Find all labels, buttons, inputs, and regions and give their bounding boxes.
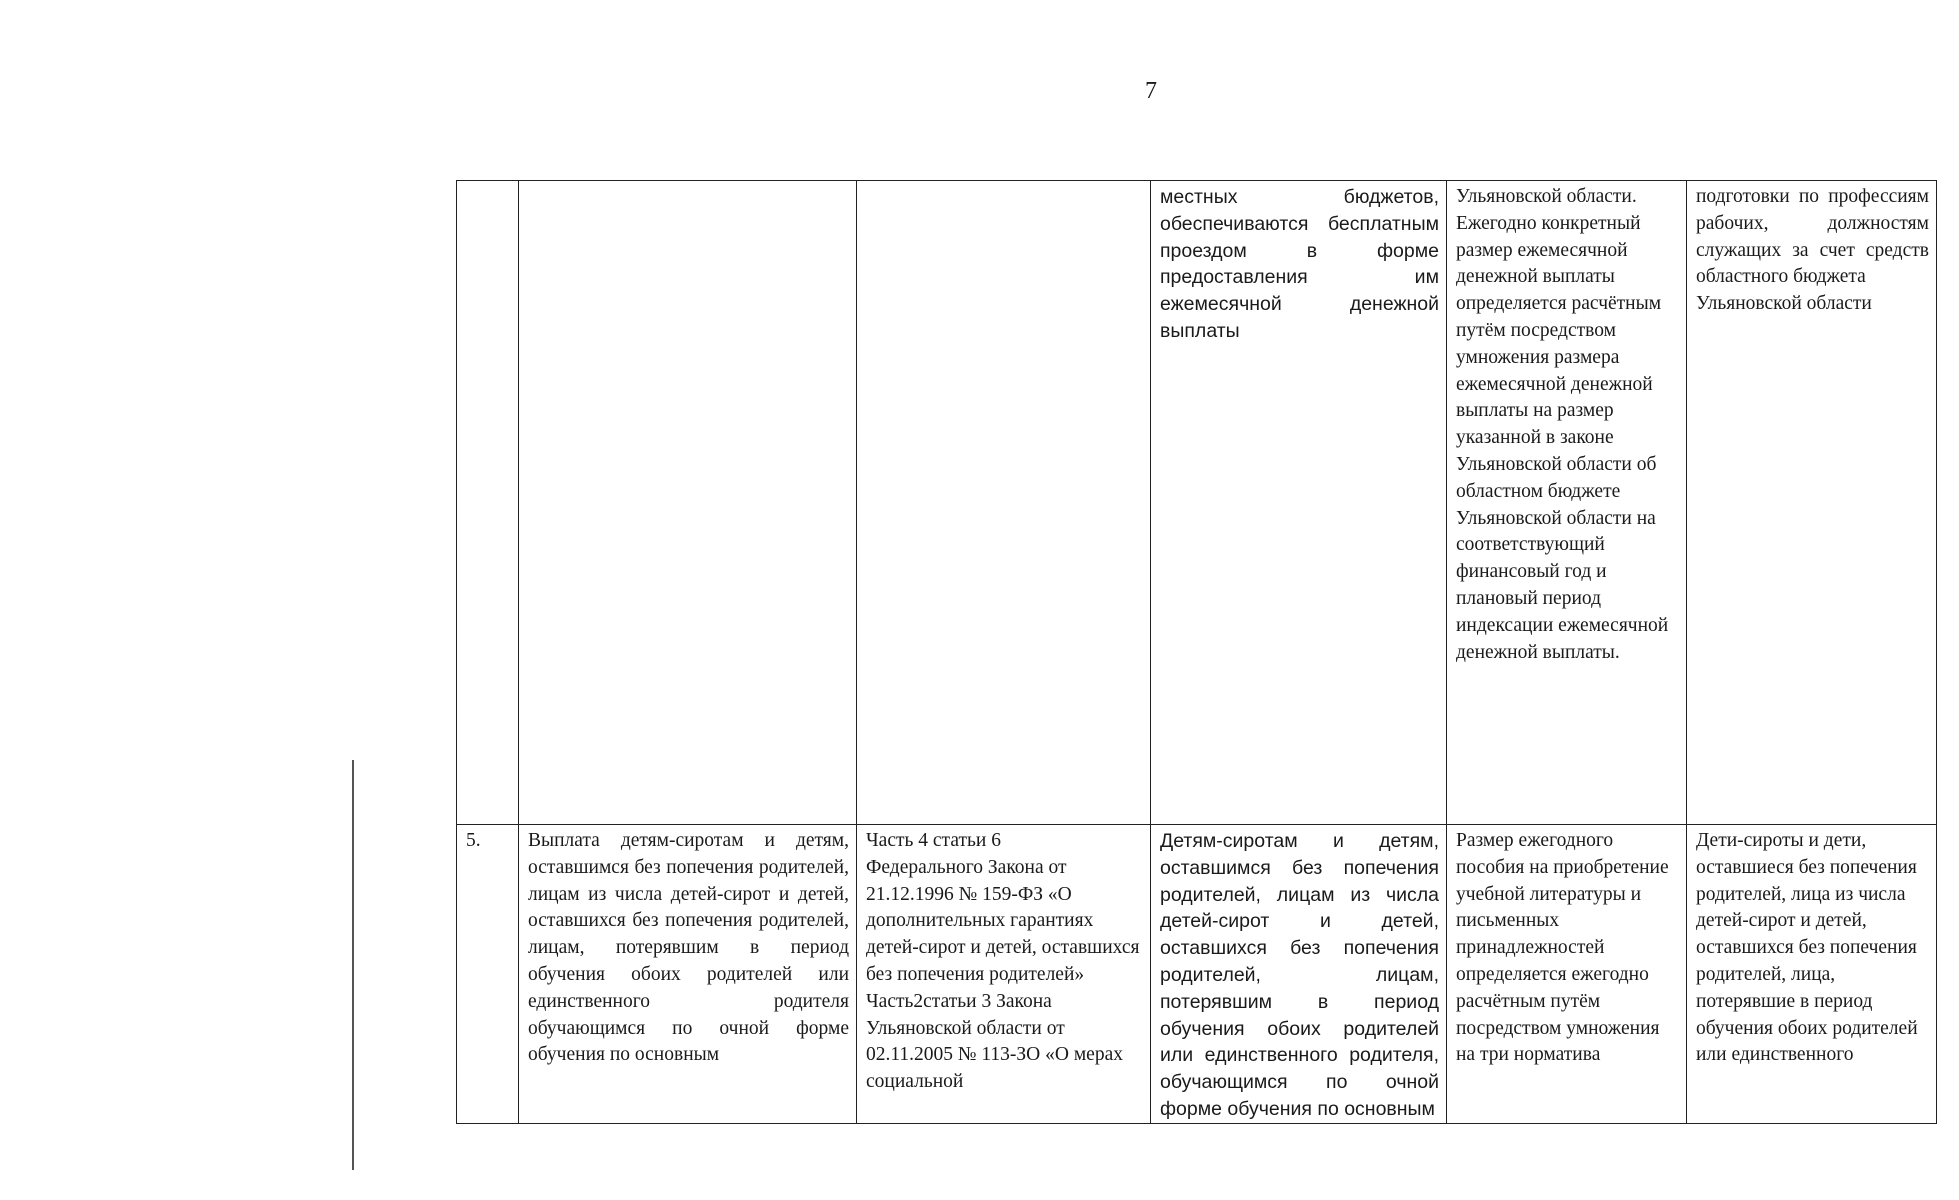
cell-category: подготовки по профессиям рабочих, должностям служащих за счет средств областного бюджета Ульяновской области <box>1687 181 1937 825</box>
benefits-table <box>456 180 1937 1124</box>
margin-rule <box>352 760 354 1170</box>
cell-benefit-name <box>519 181 857 825</box>
cell-amount: Ульяновской области. Ежегодно конкретный размер ежемесячной денежной выплаты определяется расчётным путём посредством умножения размера ежемесячной денежной выплаты на размер указанной в законе Ульяновской области об областном бюджете Ульяновской области на соответствующий финансовый год и плановый период индексации ежемесячной денежной выплаты. <box>1447 181 1687 825</box>
table-row-continued <box>457 181 1937 825</box>
cell-number: 5. <box>457 825 519 1124</box>
cell-legal-basis: Часть 4 статьи 6 Федерального Закона от 21.12.1996 № 159-ФЗ «О дополнительных гарантиях детей-сирот и детей, оставшихся без попечения родителей» Часть2статьи 3 Закона Ульяновской области от 02.11.2005 № 113-ЗО «О мерах социальной <box>857 825 1151 1124</box>
cell-category: Дети-сироты и дети, оставшиеся без попечения родителей, лица из числа детей-сирот и детей, оставшихся без попечения родителей, лица, потерявшие в период обучения обоих родителей или единственного <box>1687 825 1937 1124</box>
cell-recipients: местных бюджетов, обеспечиваются бесплатным проездом в форме предоставления им ежемесячной денежной выплаты <box>1151 181 1447 825</box>
cell-benefit-name: Выплата детям-сиротам и детям, оставшимся без попечения родителей, лицам из числа детей-сирот и детей, оставшихся без попечения родителей, лицам, потерявшим в период обучения обоих родителей или единственного родителя обучающимся по очной форме обучения по основным <box>519 825 857 1124</box>
cell-amount: Размер ежегодного пособия на приобретение учебной литературы и письменных принадлежностей определяется ежегодно расчётным путём посредством умножения на три норматива <box>1447 825 1687 1124</box>
cell-recipients: Детям-сиротам и детям, оставшимся без попечения родителей, лицам из числа детей-сирот и детей, оставшихся без попечения родителей, лицам, потерявшим в период обучения обоих родителей или единственного родителя, обучающимся по очной форме обучения по основным <box>1151 825 1447 1124</box>
table-row-5 <box>457 825 1937 1124</box>
cell-legal-basis <box>857 181 1151 825</box>
cell-number <box>457 181 519 825</box>
page-number: 7 <box>1145 78 1157 104</box>
